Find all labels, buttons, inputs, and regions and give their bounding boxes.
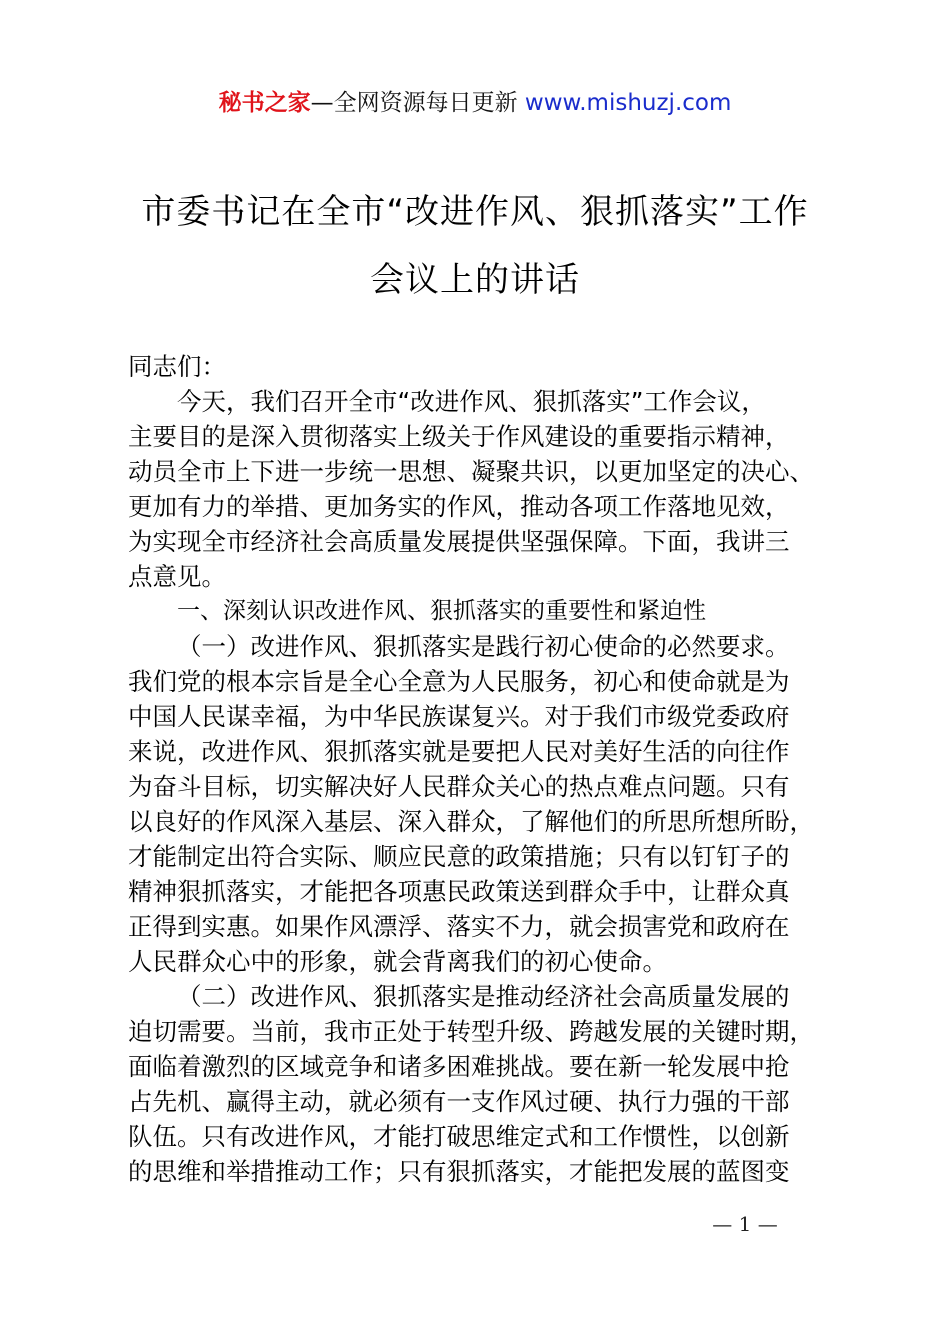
body-line: 主要目的是深入贯彻落实上级关于作风建设的重要指示精神， [128, 422, 790, 451]
site-url-link[interactable]: www.mishuzj.com [524, 90, 732, 116]
document-title-line-2: 会议上的讲话 [370, 260, 580, 300]
body-line: 更加有力的举措、更加务实的作风，推动各项工作落地见效， [128, 492, 790, 521]
site-tagline: —全网资源每日更新 [310, 90, 518, 116]
document-body [128, 349, 838, 1189]
body-line: 迫切需要。当前，我市正处于转型升级、跨越发展的关键时期， [128, 1017, 814, 1046]
body-line: 以良好的作风深入基层、深入群众，了解他们的所思所想所盼， [128, 807, 814, 836]
body-line: 正得到实惠。如果作风漂浮、落实不力，就会损害党和政府在 [128, 912, 790, 941]
body-line: 人民群众心中的形象，就会背离我们的初心使命。 [128, 947, 667, 976]
body-line: 的思维和举措推动工作；只有狠抓落实，才能把发展的蓝图变 [128, 1157, 790, 1186]
site-brand: 秘书之家 [218, 90, 311, 116]
body-line: 占先机、赢得主动，就必须有一支作风过硬、执行力强的干部 [128, 1087, 790, 1116]
salutation: 同志们： [128, 352, 226, 381]
section-heading: 一、深刻认识改进作风、狠抓落实的重要性和紧迫性 [177, 598, 706, 624]
body-line: 队伍。只有改进作风，才能打破思维定式和工作惯性，以创新 [128, 1122, 790, 1151]
body-line: 面临着激烈的区域竞争和诸多困难挑战。要在新一轮发展中抢 [128, 1052, 790, 1081]
page-number: — 1 — [712, 1212, 778, 1236]
site-header [0, 86, 950, 120]
subsection-heading: （一）改进作风、狠抓落实是践行初心使命的必然要求。 [177, 632, 790, 661]
body-line: 来说，改进作风、狠抓落实就是要把人民对美好生活的向往作 [128, 737, 790, 766]
body-line: 我们党的根本宗旨是全心全意为人民服务，初心和使命就是为 [128, 667, 790, 696]
body-line: 点意见。 [128, 562, 226, 591]
body-line: 才能制定出符合实际、顺应民意的政策措施；只有以钉钉子的 [128, 842, 790, 871]
body-line: 动员全市上下进一步统一思想、凝聚共识，以更加坚定的决心、 [128, 457, 814, 486]
subsection-heading: （二）改进作风、狠抓落实是推动经济社会高质量发展的 [177, 982, 790, 1011]
body-line: 为奋斗目标，切实解决好人民群众关心的热点难点问题。只有 [128, 772, 790, 801]
body-line: 精神狠抓落实，才能把各项惠民政策送到群众手中，让群众真 [128, 877, 790, 906]
document-title-line-1: 市委书记在全市“改进作风、狠抓落实”工作 [141, 192, 809, 232]
body-line: 中国人民谋幸福，为中华民族谋复兴。对于我们市级党委政府 [128, 702, 790, 731]
body-line: 今天，我们召开全市“改进作风、狠抓落实”工作会议， [177, 387, 766, 416]
body-line: 为实现全市经济社会高质量发展提供坚强保障。下面，我讲三 [128, 527, 790, 556]
